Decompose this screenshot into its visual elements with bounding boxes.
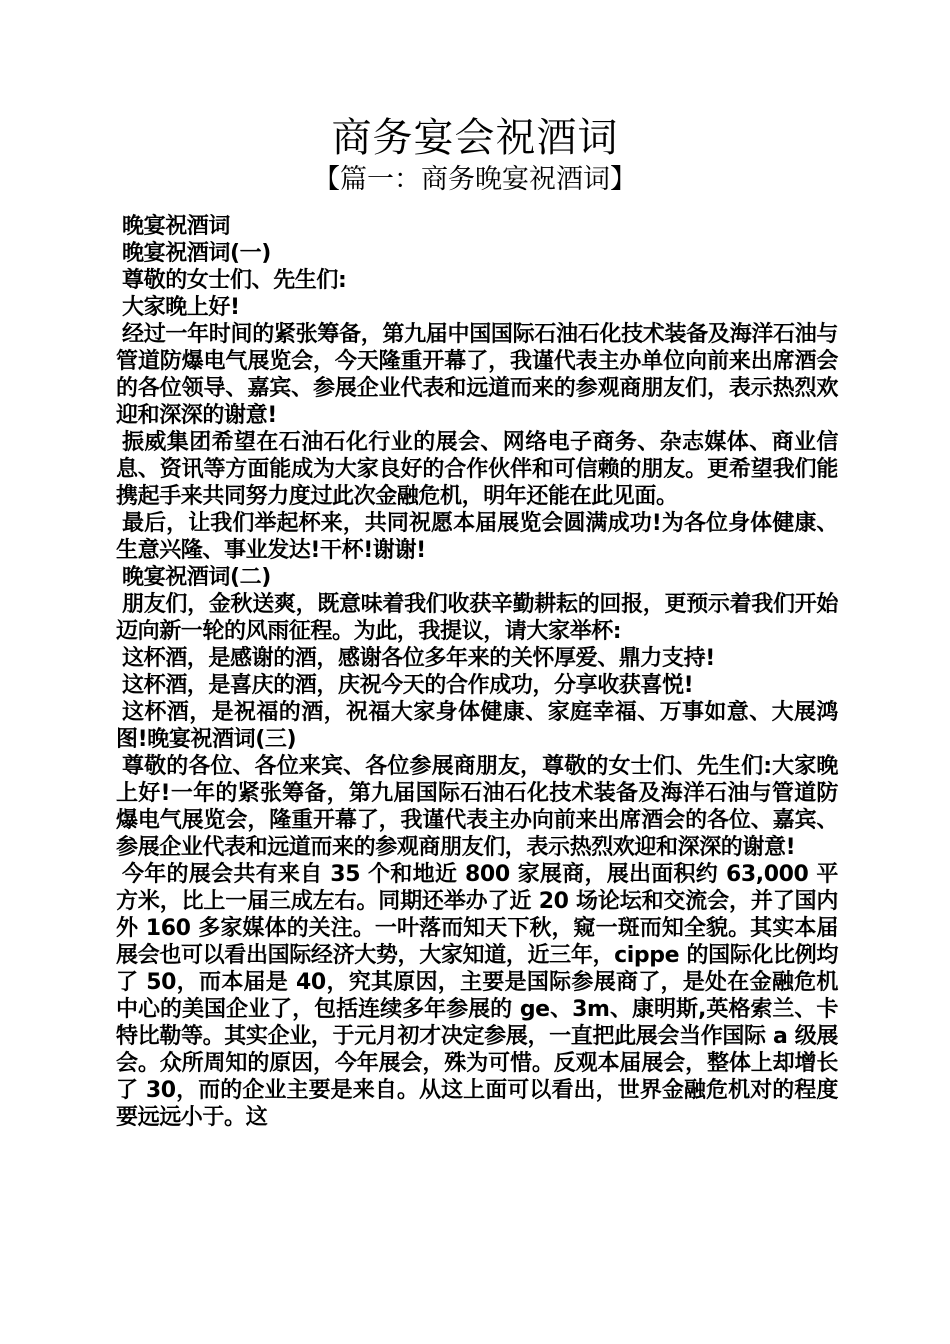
paragraph-heading: 晚宴祝酒词(一) bbox=[122, 241, 271, 266]
document-body bbox=[116, 213, 838, 1131]
paragraph-salutation: 尊敬的女士们、先生们: bbox=[122, 268, 347, 293]
paragraph: 今年的展会共有来自 35 个和地近 800 家展商，展出面积约 63,000 平方米，比上一届三成左右。同期还举办了近 20 场论坛和交流会，并了国内外 160 多家媒体的关注。一叶落而知天下秋，窥一斑而知全貌。其实本届展会也可以看出国际经济大势，大家知道，近三年，cippe 的国际化比例均了 50，而本届是 40，究其原因，主要是国际参展商了，是处在金融危机中心的美国企业了，包括连续多年参展的 ge、3m、康明斯,英格索兰、卡特比勒等。其实企业，于元月初才决定参展，一直把此展会当作国际 a 级展会。众所周知的原因，今年展会，殊为可惜。反观本届展会，整体上却增长了 30，而的企业主要是来自。从这上面可以看出，世界金融危机对的程度要远远小于。这 bbox=[116, 862, 838, 1130]
document-title: 商务宴会祝酒词 bbox=[331, 115, 619, 161]
paragraph: 这杯酒，是感谢的酒，感谢各位多年来的关怀厚爱、鼎力支持! bbox=[122, 646, 715, 671]
paragraph: 最后，让我们举起杯来，共同祝愿本届展览会圆满成功!为各位身体健康、生意兴隆、事业发达!干杯!谢谢! bbox=[116, 511, 838, 563]
paragraph: 经过一年时间的紧张筹备，第九届中国国际石油石化技术装备及海洋石油与管道防爆电气展览会，今天隆重开幕了，我谨代表主办单位向前来出席酒会的各位领导、嘉宾、参展企业代表和远道而来的参观商朋友们，表示热烈欢迎和深深的谢意! bbox=[116, 322, 838, 428]
paragraph-heading: 晚宴祝酒词 bbox=[122, 214, 231, 239]
document-subtitle: 【篇一：商务晚宴祝酒词】 bbox=[313, 164, 637, 195]
paragraph: 这杯酒，是喜庆的酒，庆祝今天的合作成功，分享收获喜悦! bbox=[122, 673, 694, 698]
paragraph: 这杯酒，是祝福的酒，祝福大家身体健康、家庭幸福、万事如意、大展鸿图!晚宴祝酒词(三) bbox=[116, 700, 838, 752]
paragraph-greeting: 大家晚上好! bbox=[122, 295, 240, 320]
paragraph-heading: 晚宴祝酒词(二) bbox=[122, 565, 271, 590]
paragraph: 振威集团希望在石油石化行业的展会、网络电子商务、杂志媒体、商业信息、资讯等方面能成为大家良好的合作伙伴和可信赖的朋友。更希望我们能携起手来共同努力度过此次金融危机，明年还能在此见面。 bbox=[116, 430, 838, 509]
paragraph: 朋友们，金秋送爽，既意味着我们收获辛勤耕耘的回报，更预示着我们开始迈向新一轮的风雨征程。为此，我提议，请大家举杯: bbox=[116, 592, 838, 644]
paragraph: 尊敬的各位、各位来宾、各位参展商朋友，尊敬的女士们、先生们:大家晚上好!一年的紧张筹备，第九届国际石油石化技术装备及海洋石油与管道防爆电气展览会，隆重开幕了，我谨代表主办向前来出席酒会的各位、嘉宾、参展企业代表和远道而来的参观商朋友们，表示热烈欢迎和深深的谢意! bbox=[116, 754, 838, 860]
